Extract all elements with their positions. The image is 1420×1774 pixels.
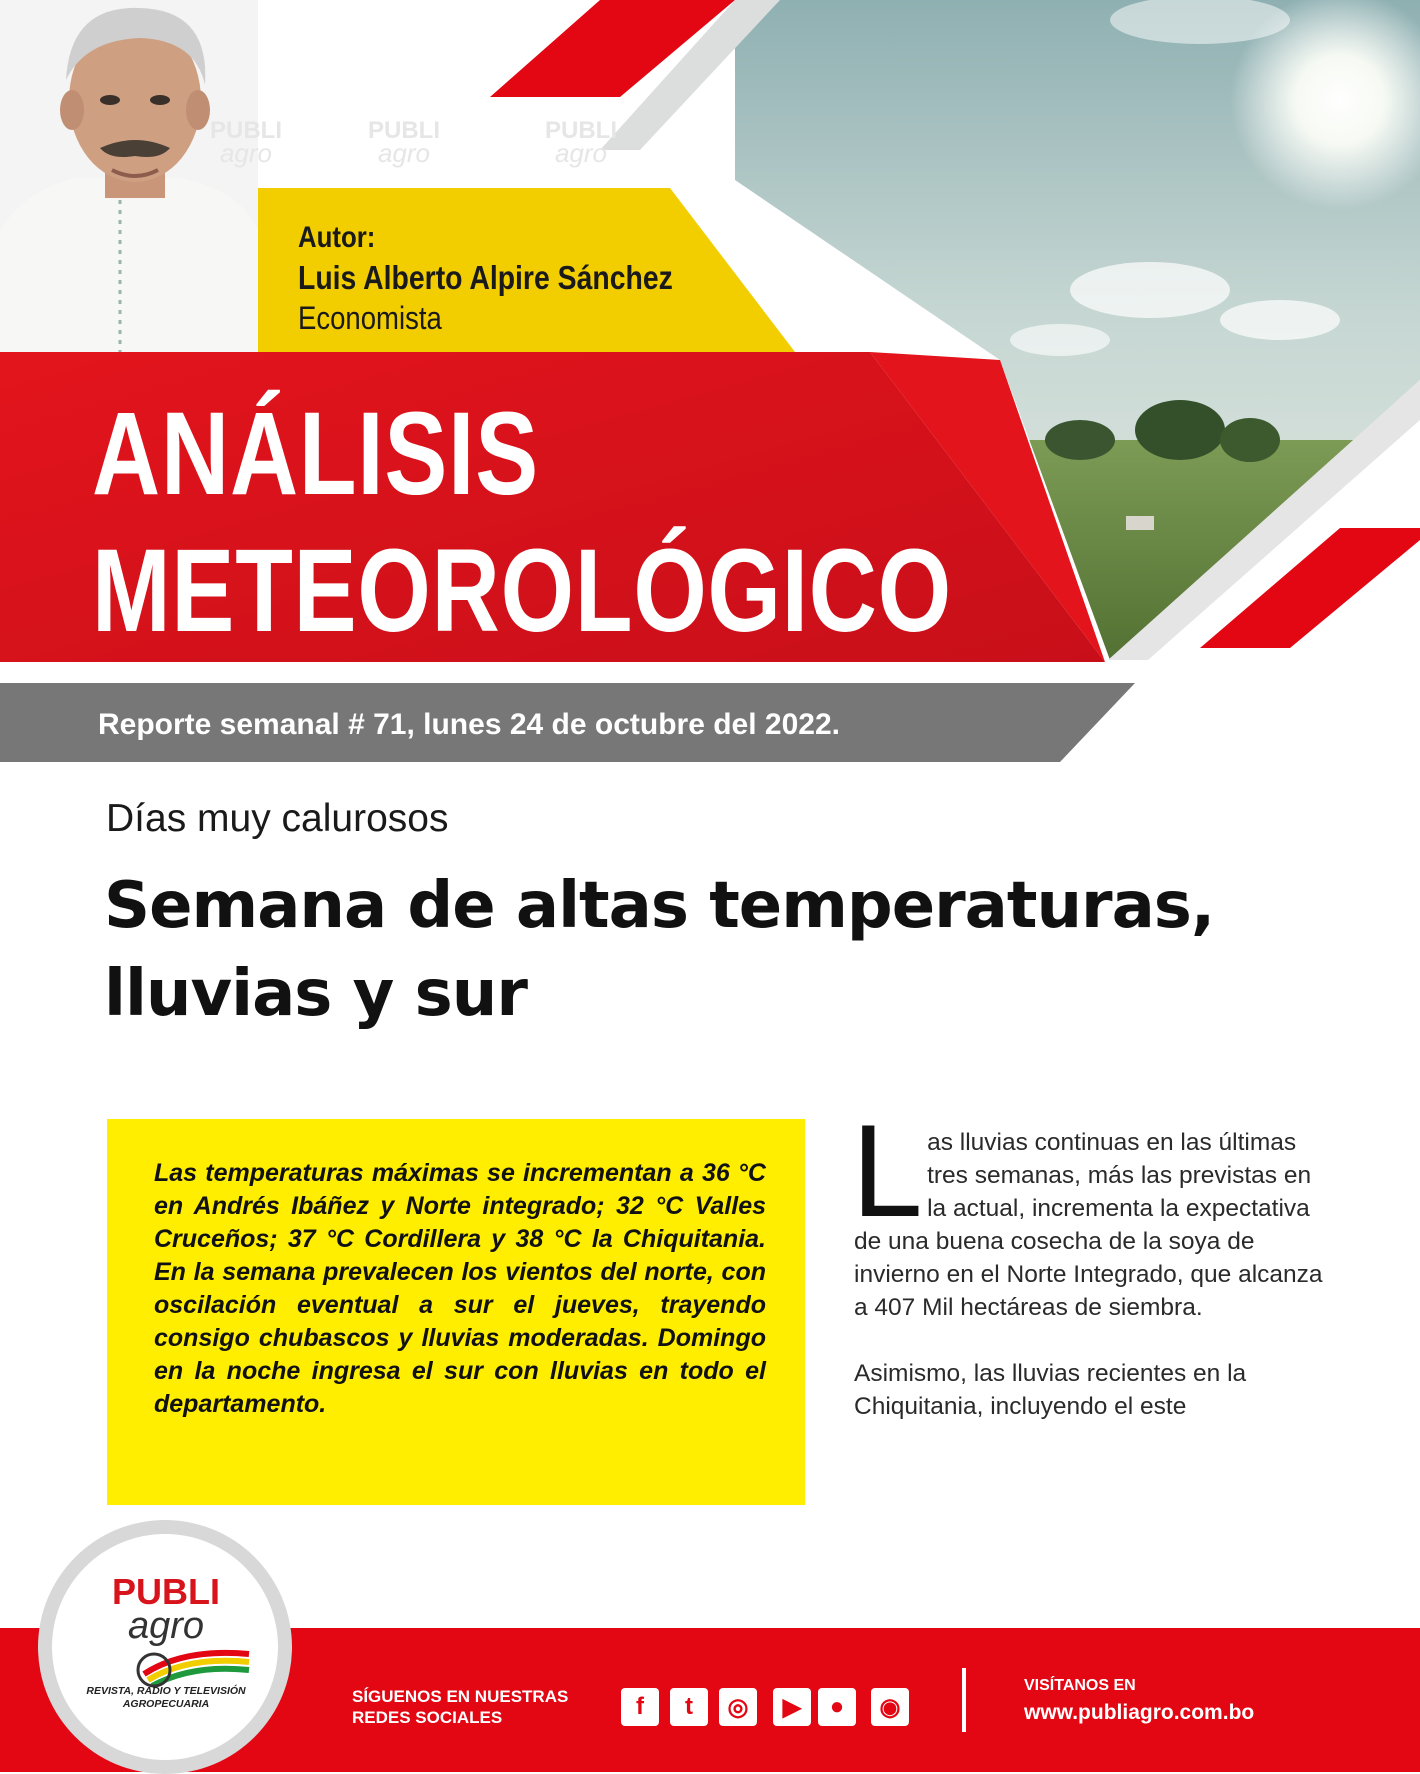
watermark-publi: PUBLI [368, 117, 440, 144]
follow-us-text: SÍGUENOS EN NUESTRAS REDES SOCIALES [352, 1687, 569, 1727]
body-paragraph-2: Asimismo, las lluvias recientes en la Chiquitania, incluyendo el este [854, 1360, 1247, 1420]
logo-flag-swoosh-icon [124, 1640, 254, 1690]
facebook-icon[interactable]: f [621, 1688, 659, 1726]
website-link[interactable]: www.publiagro.com.bo [1024, 1701, 1255, 1724]
body-paragraph-1 [850, 1102, 1334, 1324]
watermark-agro: agro [554, 138, 608, 168]
instagram-icon[interactable]: ◎ [719, 1688, 757, 1726]
location-icon[interactable]: ● [818, 1688, 856, 1726]
section-title-line-1: ANÁLISIS [92, 388, 539, 520]
visit-label: VISÍTANOS EN [1024, 1677, 1136, 1694]
youtube-icon[interactable]: ▶ [773, 1688, 811, 1726]
watermark-logo [368, 117, 440, 168]
body-paragraph-1-text: as lluvias continuas en las últimas tres semanas, más las previstas en la actual, incrementa la expectativa de una buena cosecha de la soya de invierno en el Norte Integrado, que alcanza a 407 Mil hectáreas de siembra. [854, 1129, 1323, 1321]
logo-publi-text: PUBLI [112, 1571, 220, 1612]
twitter-icon[interactable]: t [670, 1688, 708, 1726]
watermark-logo [545, 117, 617, 168]
author-label: Autor: [298, 221, 376, 254]
article-body [850, 1102, 1334, 1456]
section-title-line-2: METEOROLÓGICO [92, 525, 952, 657]
author-role: Economista [298, 300, 442, 336]
logo-agro-text: agro [127, 1605, 205, 1647]
article-kicker: Días muy calurosos [106, 797, 449, 840]
watermark-agro: agro [219, 138, 273, 168]
watermark-publi: PUBLI [210, 117, 282, 144]
logo-tagline: REVISTA, RADIO Y TELEVISIÓN AGROPECUARIA [86, 1685, 246, 1710]
watermark-logo [210, 117, 282, 168]
footer-divider [962, 1668, 966, 1732]
drop-cap: L [850, 1102, 920, 1246]
summary-text: Las temperaturas máximas se incrementan a 36 °C en Andrés Ibáñez y Norte integrado; 32 °C Valles Cruceños; 37 °C Cordillera y 38 °C la Chiquitania. En la semana prevalecen los vientos del norte, con oscilación eventual a sur el jueves, trayendo consigo chubascos y lluvias moderadas. Domingo en la noche ingresa el sur con lluvias en todo el departamento. [154, 1159, 766, 1418]
author-name: Luis Alberto Alpire Sánchez [298, 259, 673, 296]
author-block [298, 218, 818, 338]
author-photo [0, 0, 258, 352]
watermark-publi: PUBLI [545, 117, 617, 144]
summary-box [107, 1119, 805, 1505]
report-date-line: Reporte semanal # 71, lunes 24 de octubre del 2022. [98, 708, 840, 741]
target-icon[interactable]: ◉ [871, 1688, 909, 1726]
watermark-agro: agro [377, 138, 431, 168]
article-headline: Semana de altas temperaturas, lluvias y sur [104, 869, 1215, 1031]
